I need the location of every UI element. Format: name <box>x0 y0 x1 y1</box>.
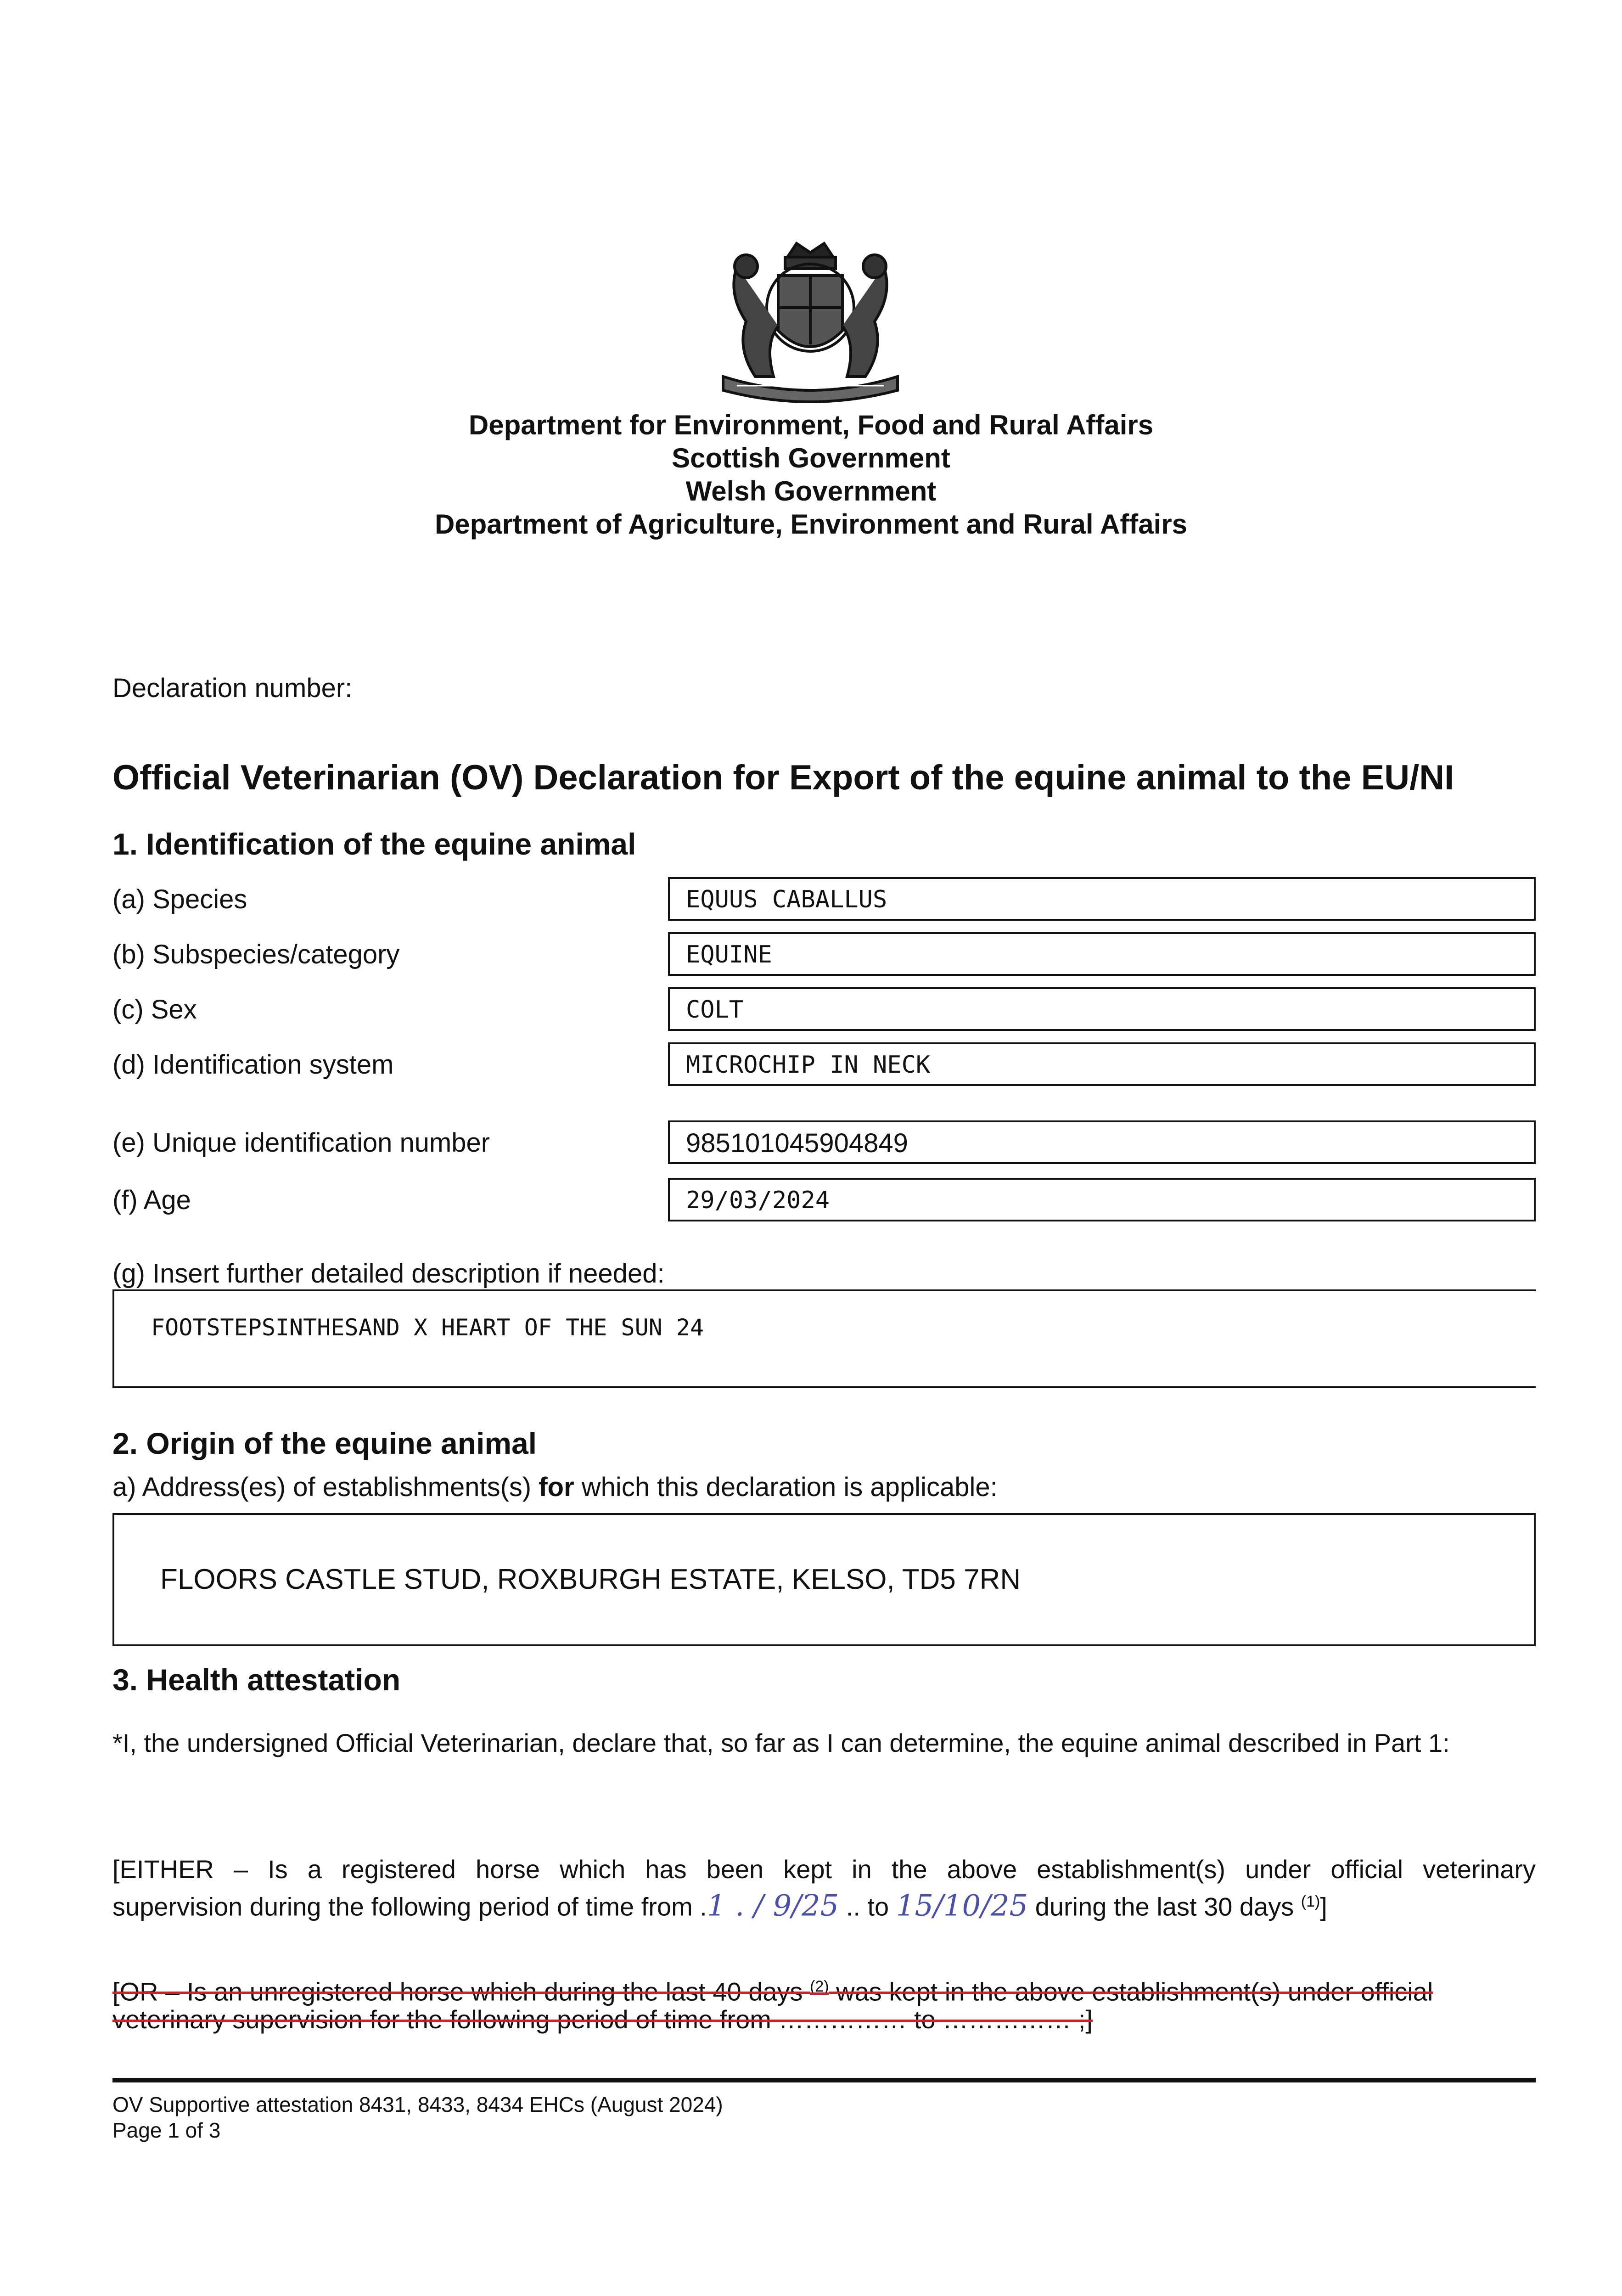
description-label: (g) Insert further detailed description if needed: <box>112 1259 665 1289</box>
description-box[interactable] <box>112 1289 1536 1388</box>
department-line-1: Department for Environment, Food and Rural Affairs <box>468 410 1154 440</box>
section-2-heading: 2. Origin of the equine animal <box>112 1426 537 1460</box>
identification-system-field[interactable]: MICROCHIP IN NECK <box>668 1042 1536 1086</box>
age-field[interactable]: 29/03/2024 <box>668 1178 1536 1221</box>
footer-divider <box>112 2078 1536 2082</box>
either-clause-line1: [EITHER – Is a registered horse which has been kept in the above establishment(s) under official veterinary <box>112 1855 1536 1884</box>
sex-label: (c) Sex <box>112 995 197 1024</box>
handwritten-from-date: 1 . / 9/25 <box>707 1889 839 1923</box>
unique-id-label: (e) Unique identification number <box>112 1128 490 1158</box>
or-clause-line1: [OR – Is an unregistered horse which during the last 40 days $^{(2)}$ was kept in the above establishment(s) under official <box>112 1977 1433 2006</box>
page-number: Page 1 of 3 <box>112 2118 221 2142</box>
either-clause-line2: supervision during the following period of time from .1 . / 9/25 .. to 15/10/25 during the last 30 days $^{(1)}$] <box>112 1889 1327 1923</box>
address-box[interactable] <box>112 1513 1536 1646</box>
age-label: (f) Age <box>112 1185 191 1215</box>
page-title: Official Veterinarian (OV) Declaration for Export of the equine animal to the EU/NI <box>112 758 1454 797</box>
subspecies-label: (b) Subspecies/category <box>112 940 400 969</box>
species-field[interactable]: EQUUS CABALLUS <box>668 877 1536 921</box>
section-3-heading: 3. Health attestation <box>112 1663 401 1697</box>
unique-id-field[interactable]: 985101045904849 <box>668 1120 1536 1164</box>
subspecies-field[interactable]: EQUINE <box>668 932 1536 976</box>
or-clause-line2: veterinary supervision for the following period of time from …………… to …………… ;] <box>112 2005 1093 2034</box>
department-line-2: Scottish Government <box>672 443 950 473</box>
royal-coat-of-arms-icon <box>709 239 911 404</box>
identification-system-label: (d) Identification system <box>112 1050 394 1080</box>
department-line-3: Welsh Government <box>685 476 937 506</box>
address-label: a) Address(es) of establishments(s) for which this declaration is applicable: <box>112 1472 998 1502</box>
species-label: (a) Species <box>112 884 247 914</box>
handwritten-to-date: 15/10/25 <box>896 1889 1028 1923</box>
attestation-intro: *I, the undersigned Official Veterinarian, declare that, so far as I can determine, the equine animal described in Part 1: <box>112 1728 1450 1757</box>
address-value: FLOORS CASTLE STUD, ROXBURGH ESTATE, KELSO, TD5 7RN <box>160 1564 1021 1595</box>
section-1-heading: 1. Identification of the equine animal <box>112 827 636 861</box>
sex-field[interactable]: COLT <box>668 987 1536 1031</box>
footer-line-1: OV Supportive attestation 8431, 8433, 8434 EHCs (August 2024) <box>112 2093 723 2116</box>
declaration-number-label: Declaration number: <box>112 673 353 703</box>
department-line-4: Department of Agriculture, Environment and Rural Affairs <box>434 509 1188 540</box>
description-value: FOOTSTEPSINTHESAND X HEART OF THE SUN 24 <box>151 1314 704 1341</box>
